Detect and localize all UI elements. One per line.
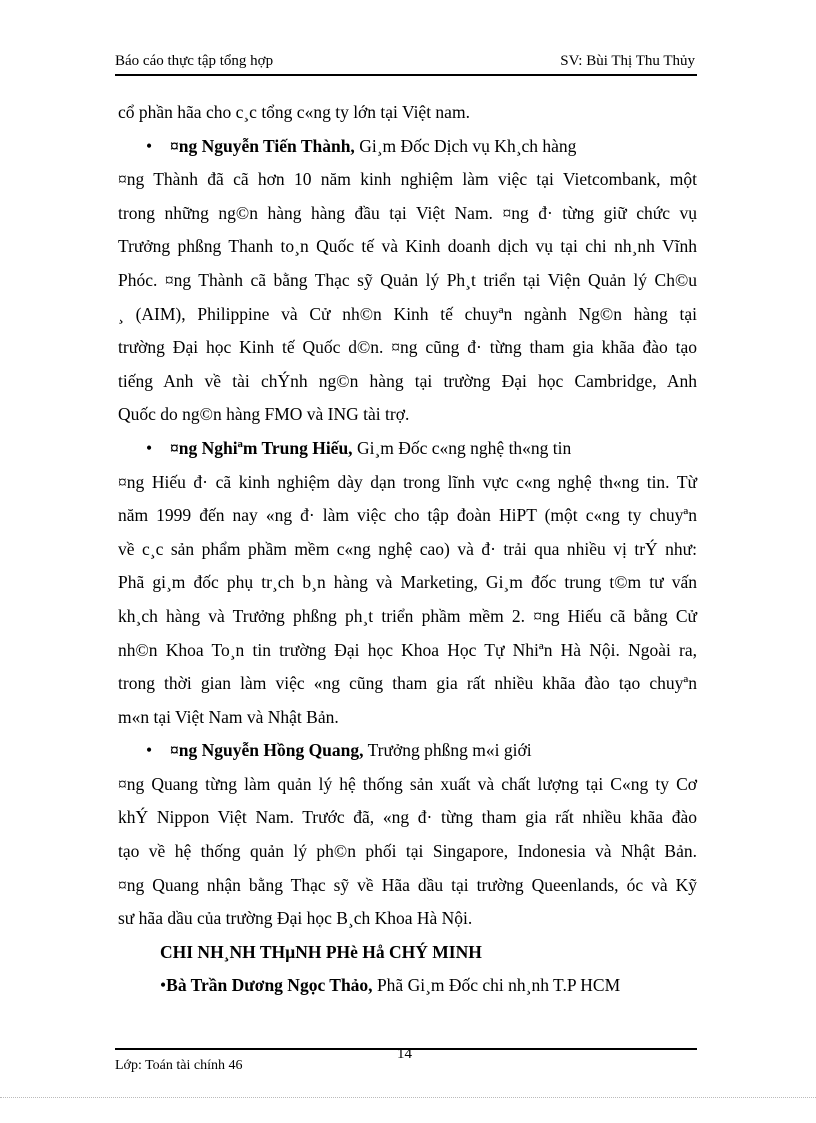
person-role: Trưởng phßng m«i giới bbox=[363, 740, 532, 761]
bullet-dot-icon: • bbox=[146, 135, 153, 156]
page-content bbox=[118, 96, 697, 1003]
text-line: trong những ng©n hàng hàng đầu tại Việt Nam. ¤ng đ· từng giữ chức vụ bbox=[118, 202, 697, 223]
bullet-dot-icon: • bbox=[146, 437, 153, 458]
text-line: ¤ng Thành đã cã hơn 10 năm kinh nghiệm làm việc tại Vietcombank, một bbox=[118, 169, 697, 190]
paragraph-hieu bbox=[118, 466, 697, 735]
section-heading: CHI NH¸NH THµNH PHè Hå CHÝ MINH bbox=[160, 941, 482, 962]
text-line: tạo về hệ thống quản lý ph©n phối tại Singapore, Indonesia và Nhật Bản. bbox=[118, 841, 697, 862]
text-line: Quốc do ng©n hàng FMO và ING tài trợ. bbox=[118, 404, 410, 425]
bullet-quang bbox=[118, 734, 697, 768]
person-role: Gi¸m Đốc c«ng nghệ th«ng tin bbox=[352, 437, 572, 458]
text-line: Phóc. ¤ng Thành cã bằng Thạc sỹ Quản lý Ph¸t triển tại Viện Quản lý Ch©u bbox=[118, 269, 697, 290]
paragraph-quang bbox=[118, 768, 697, 936]
paragraph-thanh bbox=[118, 163, 697, 432]
text-line: m«n tại Việt Nam và Nhật Bản. bbox=[118, 706, 339, 727]
page-header bbox=[115, 50, 697, 76]
text-line: sư hãa dầu của trường Đại học B¸ch Khoa Hà Nội. bbox=[118, 908, 473, 929]
text-line: ¤ng Hiếu đ· cã kinh nghiệm dày dạn trong lĩnh vực c«ng nghệ th«ng tin. Từ bbox=[118, 471, 697, 492]
bullet-thao bbox=[118, 969, 697, 1003]
text-line: nh©n Khoa To¸n tin trường Đại học Khoa Học Tự Nhiªn Hà Nội. Ngoài ra, bbox=[118, 639, 697, 660]
person-name: ¤ng Nguyễn Hồng Quang, bbox=[170, 740, 364, 761]
text-line: khÝ Nippon Việt Nam. Trước đã, «ng đ· từng tham gia rất nhiều khãa đào bbox=[118, 807, 697, 828]
person-name: ¤ng Nguyễn Tiến Thành, bbox=[170, 135, 355, 156]
bullet-dot-icon: • bbox=[146, 740, 153, 761]
text-line: về c¸c sản phẩm phầm mềm c«ng nghệ cao) và đ· trải qua nhiều vị trÝ như: bbox=[118, 538, 697, 559]
footer-class-label: Lớp: Toán tài chính 46 bbox=[115, 1058, 243, 1073]
paragraph-intro: cổ phần hãa cho c¸c tổng c«ng ty lớn tại Việt nam. bbox=[118, 102, 470, 122]
person-name: ¤ng Nghiªm Trung Hiếu, bbox=[170, 437, 353, 458]
text-line: kh¸ch hàng và Trưởng phßng ph¸t triển phầm mềm 2. ¤ng Hiếu cã bằng Cử bbox=[118, 605, 697, 626]
text-line: ¸ (AIM), Philippine và Cử nh©n Kinh tế chuyªn ngành Ng©n hàng tại bbox=[118, 303, 697, 324]
bullet-dot-icon: • bbox=[160, 975, 167, 996]
text-line: tiếng Anh về tài chÝnh ng©n hàng tại trường Đại học Cambridge, Anh bbox=[118, 370, 697, 391]
text-line: ¤ng Quang nhận bằng Thạc sỹ về Hãa dầu tại trường Queenlands, óc và Kỹ bbox=[118, 874, 697, 895]
person-role: Phã Gi¸m Đốc chi nh¸nh T.P HCM bbox=[372, 975, 621, 996]
person-role: Gi¸m Đốc Dịch vụ Kh¸ch hàng bbox=[354, 135, 577, 156]
text-line: trường Đại học Kinh tế Quốc d©n. ¤ng cũng đ· từng tham gia khãa đào tạo bbox=[118, 337, 697, 358]
text-line: Phã gi¸m đốc phụ tr¸ch b¸n hàng và Marketing, Gi¸m đốc trung t©m tư vấn bbox=[118, 572, 697, 593]
header-report-title: Báo cáo thực tập tổng hợp bbox=[115, 53, 274, 69]
text-line: năm 1999 đến nay «ng đ· làm việc cho tập đoàn HiPT (một c«ng ty chuyªn bbox=[118, 505, 697, 526]
bullet-thanh bbox=[118, 130, 697, 164]
person-name: Bà Trần Dương Ngọc Thảo, bbox=[166, 975, 373, 996]
text-line: ¤ng Quang từng làm quản lý hệ thống sản xuất và chất lượng tại C«ng ty Cơ bbox=[118, 773, 697, 794]
bullet-hieu bbox=[118, 432, 697, 466]
page-break-divider bbox=[0, 1097, 816, 1098]
header-student-name: SV: Bùi Thị Thu Thủy bbox=[560, 53, 695, 69]
page-footer bbox=[115, 1046, 697, 1073]
text-line: trong thời gian làm việc «ng cũng tham gia rất nhiều khãa đào tạo chuyªn bbox=[118, 673, 697, 694]
page-number: 14 bbox=[397, 1046, 412, 1062]
text-line: Trưởng phßng Thanh to¸n Quốc tế và Kinh doanh dịch vụ tại chi nh¸nh Vĩnh bbox=[118, 236, 697, 257]
